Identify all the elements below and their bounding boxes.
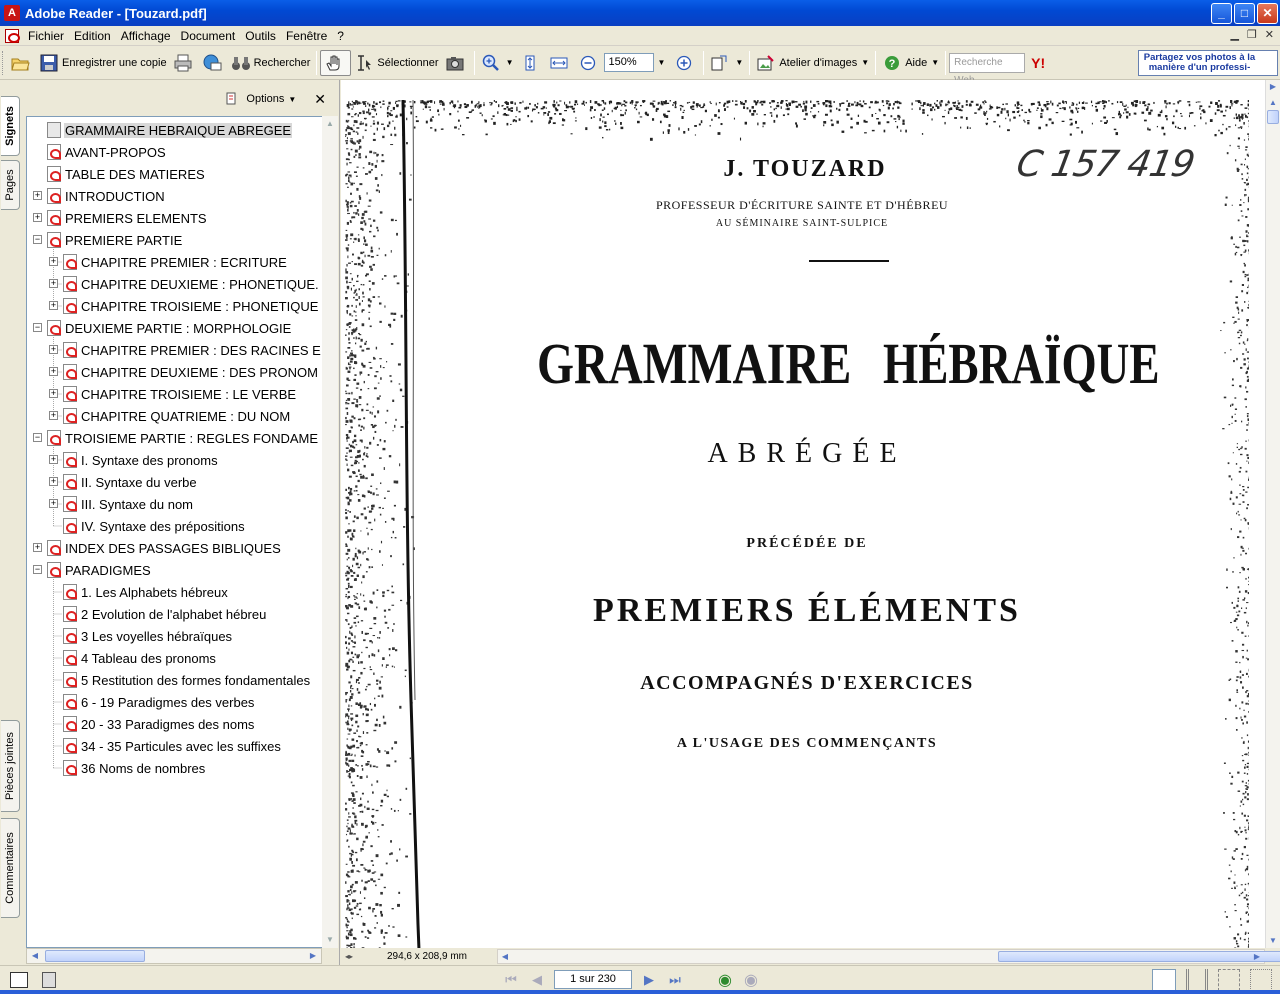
bookmark-label: CHAPITRE QUATRIEME : DU NOM [81, 408, 291, 424]
pdf-bookmark-icon [63, 474, 77, 490]
scroll-right-icon[interactable]: ▶ [309, 951, 317, 960]
bookmark-item[interactable] [63, 295, 319, 317]
window-title: Adobe Reader - [Touzard.pdf] [25, 5, 207, 21]
bookmark-label: DEUXIEME PARTIE : MORPHOLOGIE [65, 320, 292, 336]
document-view[interactable] [341, 80, 1265, 948]
menu-help[interactable]: ? [337, 28, 344, 43]
menu-bar [0, 26, 1280, 46]
adobe-reader-icon: A [4, 5, 20, 21]
options-dropdown-icon: ▼ [288, 94, 297, 104]
expand-icon[interactable]: + [34, 190, 41, 200]
bookmark-label: IV. Syntaxe des prépositions [81, 518, 245, 534]
fit-height-icon [520, 54, 540, 72]
bookmark-item[interactable] [63, 515, 246, 537]
open-folder-icon [10, 54, 30, 72]
bookmark-label: 34 - 35 Particules avec les suffixes [81, 738, 281, 754]
collapse-icon[interactable]: − [34, 564, 41, 574]
close-button[interactable]: ✕ [1257, 3, 1278, 24]
pdf-bookmark-icon [63, 650, 77, 666]
bookmark-label: PARADIGMES [65, 562, 151, 578]
first-page-icon[interactable]: ⏮ [505, 971, 517, 987]
author-title: PROFESSEUR D'ÉCRITURE SAINTE ET D'HÉBREU [655, 198, 949, 212]
doc-restore-icon[interactable]: ❐ [1246, 29, 1257, 41]
pdf-bookmark-icon [63, 496, 77, 512]
pdf-bookmark-icon [47, 166, 61, 182]
image-studio-label: Atelier d'images [779, 56, 858, 69]
hand-tool-button[interactable] [320, 50, 351, 76]
bookmark-label: CHAPITRE TROISIEME : LE VERBE [81, 386, 297, 402]
author-name: J. TOUZARD [723, 156, 887, 182]
bookmark-item[interactable] [63, 625, 233, 647]
bookmark-label: AVANT-PROPOS [65, 144, 166, 160]
preceded-label: PRÉCÉDÉE DE [746, 536, 868, 551]
page-number-input[interactable]: 1 sur 230 [554, 970, 632, 989]
bookmark-label: CHAPITRE PREMIER : ECRITURE [81, 254, 287, 270]
ad-banner-text: Partagez vos photos à la manière d'un professi- [1143, 52, 1256, 73]
zoom-in-button[interactable] [671, 50, 700, 76]
bookmarks-horizontal-scrollbar[interactable] [26, 948, 322, 964]
fit-width-button[interactable] [546, 50, 575, 76]
minus-circle-icon [578, 54, 598, 72]
show-navigation-pane-icon[interactable] [10, 972, 28, 988]
zoom-in-magnifier-icon [481, 54, 501, 72]
pdf-bookmark-icon [47, 540, 61, 556]
bookmark-label: CHAPITRE DEUXIEME : DES PRONOM [81, 364, 318, 380]
chevron-down-icon[interactable]: ▼ [505, 58, 514, 67]
bookmark-item[interactable] [63, 383, 297, 405]
camera-icon [445, 54, 465, 72]
pdf-bookmark-icon [63, 584, 77, 600]
menu-outils[interactable]: Outils [245, 28, 276, 43]
pdf-bookmark-icon [63, 694, 77, 710]
bookmark-item[interactable] [47, 427, 319, 449]
bookmark-item[interactable] [47, 141, 167, 163]
expand-icon[interactable]: + [50, 300, 57, 310]
collapse-icon[interactable]: − [34, 432, 41, 442]
minimize-button[interactable]: _ [1211, 3, 1232, 24]
single-page-view-icon[interactable] [1152, 969, 1176, 991]
panel-close-button[interactable]: ✕ [314, 90, 326, 107]
expand-icon[interactable]: + [50, 256, 57, 266]
zoom-out-button[interactable] [575, 50, 604, 76]
plus-circle-icon [674, 54, 694, 72]
expand-icon[interactable]: + [34, 542, 41, 552]
tab-pieces-jointes[interactable]: Pièces jointes [1, 720, 20, 812]
continuous-facing-view-icon[interactable] [1250, 969, 1272, 991]
search-label: Rechercher [253, 56, 311, 69]
options-icon [226, 92, 242, 106]
scroll-down-icon[interactable]: ▼ [326, 935, 334, 944]
zoom-level-input[interactable]: 150% [604, 53, 654, 72]
author-place: AU SÉMINAIRE SAINT-SULPICE [715, 218, 889, 229]
expand-icon[interactable]: + [50, 454, 57, 464]
print-button[interactable] [170, 50, 199, 76]
pdf-bookmark-icon [63, 452, 77, 468]
pdf-bookmark-icon [47, 430, 61, 446]
bookmark-label: CHAPITRE TROISIEME : PHONETIQUE [81, 298, 319, 314]
expand-icon[interactable]: + [50, 410, 57, 420]
doc-scroll-up-icon[interactable]: ▲ [1269, 98, 1277, 107]
image-studio-icon [756, 54, 776, 72]
bookmark-item[interactable] [63, 493, 194, 515]
go-back-icon[interactable]: ◉ [718, 971, 732, 989]
bookmark-item[interactable] [47, 559, 152, 581]
bookmark-label: CHAPITRE DEUXIEME : PHONETIQUE. [81, 276, 319, 292]
bookmark-item[interactable] [63, 691, 255, 713]
open-button[interactable] [7, 50, 36, 76]
collapse-icon[interactable]: − [34, 322, 41, 332]
rotate-dropdown-icon[interactable]: ▼ [735, 58, 744, 67]
email-globe-icon [202, 54, 222, 72]
bookmark-item[interactable] [63, 713, 255, 735]
email-button[interactable] [199, 50, 228, 76]
bookmark-label: PREMIERE PARTIE [65, 232, 183, 248]
document-properties-icon[interactable] [42, 972, 56, 988]
pdf-bookmark-icon [63, 386, 77, 402]
doc-close-icon[interactable]: ✕ [1264, 29, 1274, 41]
scroll-thumb[interactable] [45, 950, 145, 962]
fit-width-icon [549, 54, 569, 72]
bookmark-label: INDEX DES PASSAGES BIBLIQUES [65, 540, 281, 556]
pdf-bookmark-icon [47, 232, 61, 248]
rotate-pages-icon [710, 54, 730, 72]
collapse-icon[interactable]: − [34, 234, 41, 244]
svg-text:?: ? [888, 57, 896, 70]
menu-fenetre[interactable]: Fenêtre [285, 28, 328, 43]
bookmark-item[interactable] [63, 339, 322, 361]
tab-commentaires[interactable]: Commentaires [1, 818, 20, 918]
image-studio-dropdown-icon[interactable]: ▼ [861, 58, 870, 67]
ad-banner[interactable] [1138, 50, 1278, 76]
snapshot-button[interactable] [442, 50, 471, 76]
split-handle-icon[interactable]: ◂▸ [344, 952, 354, 961]
expand-icon[interactable]: + [50, 366, 57, 376]
bookmark-item[interactable] [47, 229, 183, 251]
bookmarks-panel [22, 80, 340, 968]
menu-edition[interactable]: Edition [74, 28, 111, 43]
pdf-bookmark-icon [63, 298, 77, 314]
doc-minimize-icon[interactable]: ▁ [1230, 29, 1239, 41]
expand-icon[interactable]: + [50, 476, 57, 486]
text-select-icon [354, 54, 374, 72]
pdf-bookmark-icon [47, 562, 61, 578]
help-label: Aide [905, 56, 928, 69]
bookmarks-tree [26, 116, 338, 948]
previous-page-icon[interactable]: ◀ [532, 971, 542, 987]
go-forward-icon[interactable]: ◉ [744, 971, 758, 989]
bookmark-item[interactable] [47, 185, 166, 207]
help-button[interactable] [879, 50, 942, 76]
bookmark-label: I. Syntaxe des pronoms [81, 452, 218, 468]
web-search-input[interactable]: Recherche [949, 53, 1025, 73]
search-button[interactable] [228, 50, 314, 76]
accompagnes-exercices: ACCOMPAGNÉS D'EXERCICES [640, 672, 974, 694]
continuous-view-icon[interactable] [1186, 969, 1208, 991]
handwritten-shelfmark: C 157 419 [1013, 144, 1198, 185]
bookmark-item[interactable] [63, 603, 267, 625]
rotate-button[interactable] [707, 50, 746, 76]
last-page-icon[interactable]: ⏭ [669, 971, 681, 987]
scroll-left-icon[interactable]: ◀ [31, 951, 39, 960]
pdf-bookmark-icon [63, 672, 77, 688]
menu-document[interactable]: Document [180, 28, 236, 43]
bookmark-item[interactable] [63, 361, 319, 383]
bookmark-item[interactable] [63, 757, 206, 779]
premiers-elements: PREMIERS ÉLÉMENTS [593, 592, 1021, 629]
bookmark-label: CHAPITRE PREMIER : DES RACINES E [81, 342, 321, 358]
expand-icon[interactable]: + [50, 388, 57, 398]
pdf-document-icon[interactable] [5, 29, 19, 43]
bookmark-item[interactable] [63, 647, 217, 669]
title-word-hebraique: HÉBRAÏQUE [883, 331, 1160, 396]
bookmark-item[interactable] [47, 119, 292, 141]
hscroll-left-icon[interactable]: ◀ [501, 952, 509, 961]
pdf-bookmark-icon [63, 518, 77, 534]
expand-icon[interactable]: + [50, 498, 57, 508]
bookmark-label: 6 - 19 Paradigmes des verbes [81, 694, 255, 710]
pdf-bookmark-icon [47, 210, 61, 226]
facing-view-icon[interactable] [1218, 969, 1240, 991]
bookmark-label: 1. Les Alphabets hébreux [81, 584, 228, 600]
pdf-bookmark-icon [63, 342, 77, 358]
pdf-bookmark-icon [63, 606, 77, 622]
zoom-dropdown-icon[interactable]: ▼ [657, 58, 666, 67]
bookmark-item[interactable] [47, 317, 292, 339]
document-bookmark-icon [47, 122, 61, 138]
pdf-bookmark-icon [63, 254, 77, 270]
document-vertical-scrollbar[interactable] [1265, 80, 1280, 948]
next-page-icon[interactable]: ▶ [644, 971, 654, 987]
save-copy-button[interactable] [36, 50, 170, 76]
bookmark-item[interactable] [63, 735, 282, 757]
help-dropdown-icon[interactable]: ▼ [931, 58, 940, 67]
bookmark-label: PREMIERS ELEMENTS [65, 210, 207, 226]
bookmark-label: III. Syntaxe du nom [81, 496, 194, 512]
pdf-bookmark-icon [63, 408, 77, 424]
bookmark-label: II. Syntaxe du verbe [81, 474, 197, 490]
bookmark-item[interactable] [63, 251, 288, 273]
navigation-tabs [0, 80, 22, 960]
document-horizontal-scrollbar[interactable] [497, 949, 1265, 964]
bookmark-item[interactable] [63, 273, 320, 295]
menu-affichage[interactable]: Affichage [120, 28, 171, 43]
zoom-tool-button[interactable] [478, 50, 517, 76]
bookmark-label: TROISIEME PARTIE : REGLES FONDAME [65, 430, 319, 446]
pdf-page [345, 100, 1249, 948]
pdf-bookmark-icon [47, 320, 61, 336]
bookmark-label: INTRODUCTION [65, 188, 165, 204]
bookmark-item[interactable] [47, 537, 282, 559]
pdf-bookmark-icon [63, 716, 77, 732]
hscroll-right-icon[interactable]: ▶ [1253, 952, 1261, 961]
bookmark-label: 36 Noms de nombres [81, 760, 206, 776]
pdf-bookmark-icon [63, 276, 77, 292]
title-bar [0, 0, 1280, 26]
bookmark-label: 3 Les voyelles hébraïques [81, 628, 233, 644]
pdf-bookmark-icon [63, 628, 77, 644]
pdf-bookmark-icon [47, 188, 61, 204]
pdf-bookmark-icon [63, 364, 77, 380]
tab-pages[interactable]: Pages [1, 160, 20, 210]
save-copy-label: Enregistrer une copie [62, 56, 167, 69]
printer-icon [173, 54, 193, 72]
hscroll-thumb[interactable] [998, 951, 1280, 962]
tab-signets[interactable]: Signets [1, 96, 20, 156]
bookmark-item[interactable] [47, 207, 208, 229]
bookmark-label: 5 Restitution des formes fondamentales [81, 672, 311, 688]
bookmark-label: 4 Tableau des pronoms [81, 650, 216, 666]
bookmark-item[interactable] [63, 405, 291, 427]
select-tool-button[interactable] [351, 50, 441, 76]
maximize-button[interactable]: □ [1234, 3, 1255, 24]
toolbar [0, 46, 1280, 80]
fit-page-button[interactable] [517, 50, 546, 76]
scroll-up-icon[interactable]: ▲ [326, 119, 334, 128]
expand-icon[interactable]: + [50, 344, 57, 354]
page-size-readout: 294,6 x 208,9 mm [386, 951, 468, 962]
pdf-bookmark-icon [63, 760, 77, 776]
bookmark-item[interactable] [63, 581, 229, 603]
bookmark-label: 2 Evolution de l'alphabet hébreu [81, 606, 267, 622]
pdf-bookmark-icon [63, 738, 77, 754]
help-icon [882, 54, 902, 72]
taskbar-edge [0, 990, 1280, 994]
save-disk-icon [39, 54, 59, 72]
document-bottom-bar [341, 948, 1265, 965]
bookmark-item[interactable] [63, 449, 219, 471]
bookmark-label: TABLE DES MATIERES [65, 166, 205, 182]
hand-icon [324, 54, 344, 72]
expand-icon[interactable]: + [50, 278, 57, 288]
bookmark-item[interactable] [47, 163, 206, 185]
usage-commencants: A L'USAGE DES COMMENÇANTS [676, 736, 938, 751]
select-label: Sélectionner [377, 56, 439, 69]
bookmark-item[interactable] [63, 669, 311, 691]
expand-icon[interactable]: + [34, 212, 41, 222]
doc-scroll-right-icon[interactable]: ▶ [1269, 82, 1277, 91]
title-rule [809, 260, 889, 262]
bookmark-item[interactable] [63, 471, 198, 493]
subtitle-abregee: ABRÉGÉE [707, 438, 907, 469]
doc-scroll-down-icon[interactable]: ▼ [1269, 936, 1277, 945]
image-studio-button[interactable] [753, 50, 872, 76]
bookmark-label: 20 - 33 Paradigmes des noms [81, 716, 255, 732]
binoculars-icon [231, 54, 251, 72]
doc-scroll-thumb[interactable] [1267, 110, 1279, 124]
yahoo-logo[interactable]: Y! [1031, 54, 1046, 71]
pdf-bookmark-icon [47, 144, 61, 160]
bookmark-label: GRAMMAIRE HEBRAIQUE ABREGEE [65, 122, 292, 138]
menu-fichier[interactable]: Fichier [28, 28, 65, 43]
title-word-grammaire: GRAMMAIRE [537, 331, 852, 396]
options-button[interactable]: Options ▼ [226, 92, 296, 106]
bookmarks-vertical-scrollbar[interactable] [322, 116, 338, 948]
